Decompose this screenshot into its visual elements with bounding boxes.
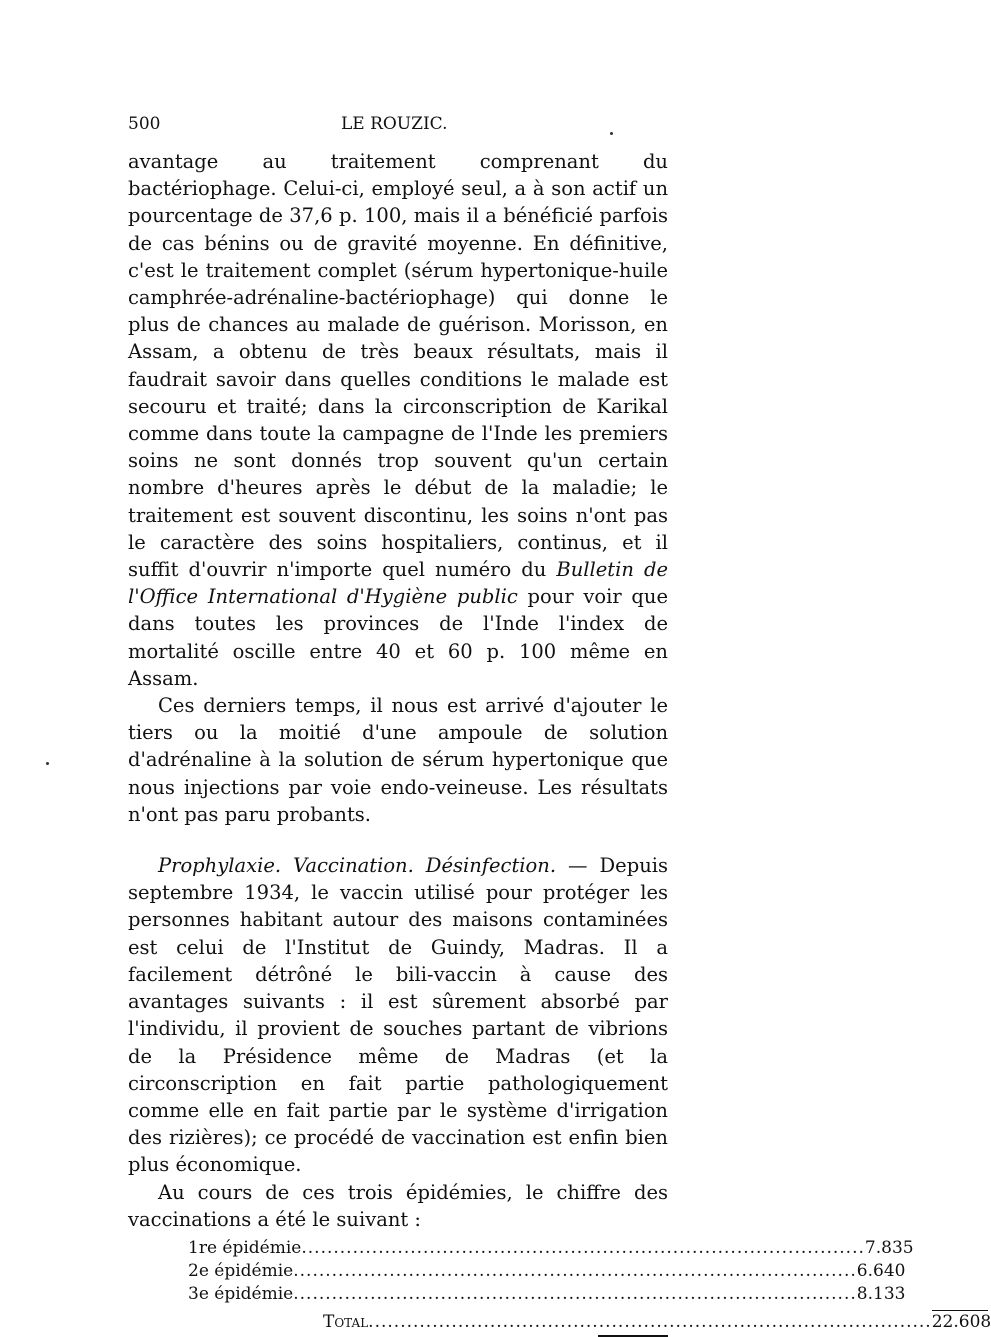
paragraph-adrenaline: Ces derniers temps, il nous est arrivé d'ajouter le tiers ou la moitié d'une ampoule de solution d'adrénaline à la solution de sérum hypertonique que nous injections par voie endo-veineuse. Les résultats n'ont pas paru probants.	[128, 694, 668, 826]
row-value: 7.835	[864, 1237, 914, 1258]
total-value: 22.608	[931, 1311, 991, 1332]
paragraph-text: pour voir que dans toutes les provinces de l'Inde l'index de mortalité oscille entre 40 et 60 p. 100 même en Assam.	[128, 585, 669, 690]
table-row	[128, 1237, 914, 1260]
paragraph-vaccinations: Au cours de ces trois épidémies, le chiffre des vaccinations a été le suivant :	[128, 1180, 668, 1231]
row-label: 3e épidémie	[188, 1283, 294, 1304]
total-row	[128, 1310, 991, 1333]
section-gap	[128, 828, 668, 852]
journal-title: Bulletin de l'Office International d'Hygiène public	[128, 558, 668, 609]
paragraph-text: avantage au traitement comprenant du bactériophage. Celui-ci, employé seul, a à son actif un pourcentage de 37,6 p. 100, mais il a bénéficié parfois de cas bénins ou de gravité moyenne. En définitive, c'est le traitement complet (sérum hypertonique-huile camphrée-adrénaline-bactériophage) qui donne le plus de chances au malade de guérison. Morisson, en Assam, a obtenu de très beaux résultats, mais il faudrait savoir dans quelles conditions le malade est secouru et traité; dans la circonscription de Karikal comme dans toute la campagne de l'Inde les premiers soins ne sont donnés trop souvent qu'un certain nombre d'heures après le début de la maladie; le traitement est souvent discontinu, les soins n'ont pas le caractère des soins hospitaliers, continus, et il suffit d'ouvrir n'importe quel numéro du	[128, 150, 668, 582]
row-value: 6.640	[856, 1260, 906, 1281]
dot-leader: ........................................................................................	[293, 1283, 857, 1304]
row-label: 2e épidémie	[188, 1260, 294, 1281]
row-label: 1re épidémie	[188, 1237, 302, 1258]
running-head	[128, 112, 668, 136]
book-page	[128, 112, 991, 1337]
paragraph-text: — Depuis septembre 1934, le vaccin utilisé pour protéger les personnes habitant autour des maisons contaminées est celui de l'Institut de Guindy, Madras. Il a facilement détrôné le bili-vaccin à cause des avantages suivants : il est sûrement absorbé par l'individu, il provient de souches partant de vibrions de la Présidence même de Madras (et la circonscription en fait partie pathologiquement comme elle en fait partie par le système d'irrigation des rizières); ce procédé de vaccination est enfin bien plus économique.	[128, 854, 668, 1177]
dot-leader: ........................................................................................	[368, 1311, 932, 1332]
row-value: 8.133	[856, 1283, 906, 1304]
paragraph-prophylaxis	[128, 852, 668, 1178]
dot-leader: ........................................................................................	[301, 1237, 865, 1258]
table-row	[128, 1283, 906, 1306]
section-heading: Prophylaxie. Vaccination. Désinfection.	[158, 854, 557, 878]
vaccination-table	[128, 1237, 991, 1337]
total-label: Total	[323, 1311, 369, 1332]
margin-speck	[46, 762, 49, 765]
header-spacer	[628, 112, 668, 136]
page-number: 500	[128, 114, 161, 134]
table-row	[128, 1260, 906, 1283]
dot-leader: ........................................................................................	[293, 1260, 857, 1281]
running-title: LE ROUZIC.	[340, 114, 448, 134]
paragraph-treatment	[128, 148, 668, 692]
